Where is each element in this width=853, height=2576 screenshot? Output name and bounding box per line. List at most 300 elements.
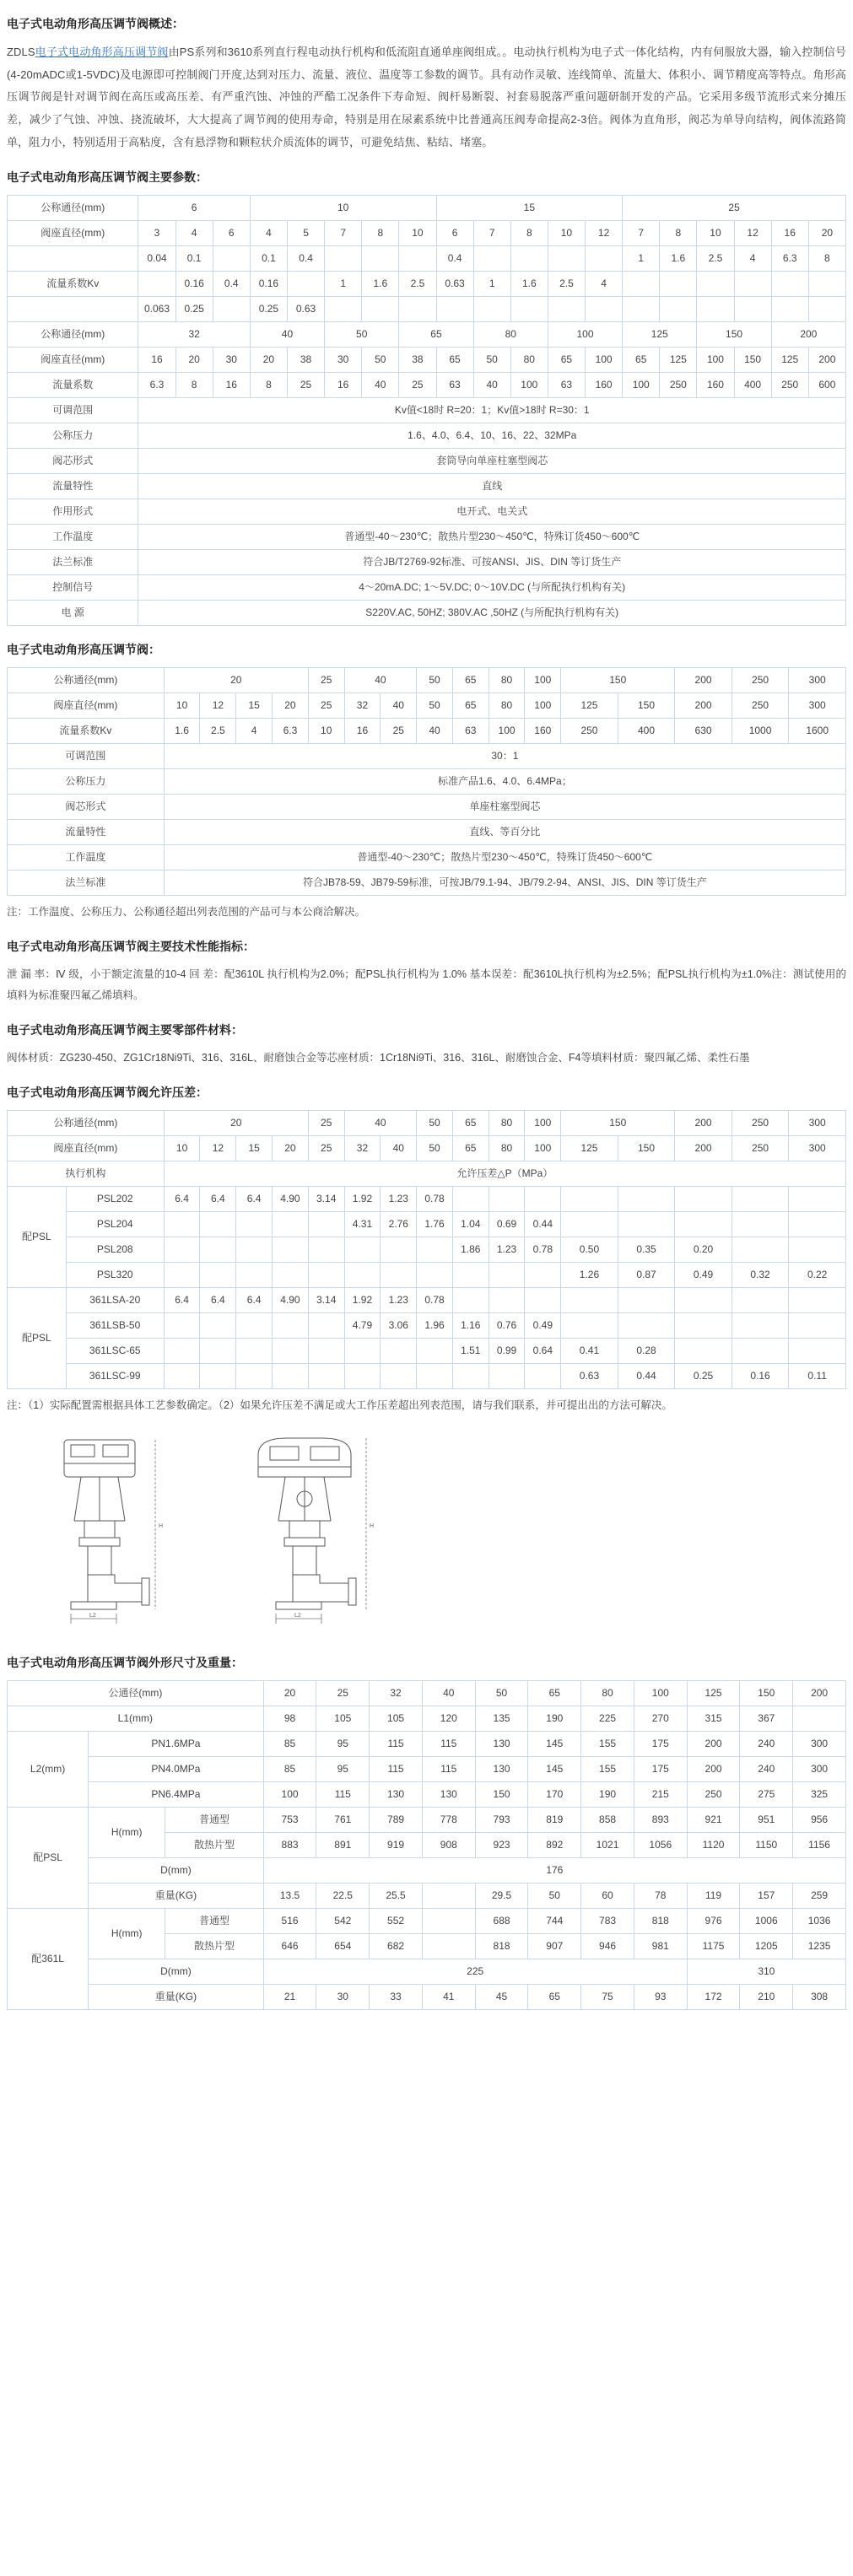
cell: 600	[808, 373, 845, 398]
cell: 15	[236, 693, 273, 719]
cell: 1.26	[561, 1262, 618, 1287]
table-row-seat	[8, 1135, 846, 1161]
cell: 646	[263, 1933, 316, 1959]
cell	[452, 1363, 489, 1388]
cell	[362, 246, 399, 272]
cell	[399, 246, 436, 272]
cell: 1006	[740, 1908, 793, 1933]
cell: 20	[175, 348, 213, 373]
dn-group-cell: 40	[344, 1110, 417, 1135]
cell: 25	[399, 373, 436, 398]
main-params-table	[7, 195, 846, 626]
cell: 30	[213, 348, 250, 373]
cell	[623, 297, 660, 322]
cell: 190	[581, 1781, 634, 1807]
cell: 50	[417, 693, 453, 719]
cell: 893	[634, 1807, 687, 1832]
cell: 100	[263, 1781, 316, 1807]
cell: 119	[687, 1883, 740, 1908]
cell: 190	[528, 1706, 581, 1731]
adjust-params-table	[7, 667, 846, 896]
table-row-psl202	[8, 1186, 846, 1211]
cell: 300	[793, 1756, 846, 1781]
cell: 4	[236, 719, 273, 744]
cell: 1.16	[452, 1312, 489, 1338]
cell: 951	[740, 1807, 793, 1832]
cell: 10	[697, 221, 734, 246]
cell: 1036	[793, 1908, 846, 1933]
cell	[510, 297, 548, 322]
cell: 13.5	[263, 1883, 316, 1908]
cell	[417, 1237, 453, 1262]
cell: 6.4	[164, 1287, 200, 1312]
cell: 10	[164, 693, 200, 719]
cell: 0.87	[618, 1262, 675, 1287]
dn-group-cell: 10	[250, 196, 436, 221]
cell: 976	[687, 1908, 740, 1933]
row-label-h: H(mm)	[89, 1807, 165, 1857]
row-label-pn64: PN6.4MPa	[89, 1781, 264, 1807]
cell: 120	[422, 1706, 475, 1731]
table-row-361lsc65	[8, 1338, 846, 1363]
psl-d-value: 176	[263, 1857, 845, 1883]
cell: 0.4	[287, 246, 324, 272]
cell	[164, 1312, 200, 1338]
row-label-seat: 阀座直径(mm)	[8, 693, 165, 719]
cell: 145	[528, 1731, 581, 1756]
cell: 270	[634, 1706, 687, 1731]
actuator-name: 361LSB-50	[66, 1312, 164, 1338]
group-label-psl: 配PSL	[8, 1807, 89, 1908]
cell: 907	[528, 1933, 581, 1959]
dn-group-cell: 300	[789, 668, 846, 693]
row-label-char: 流量特性	[8, 474, 138, 499]
actuator-name: PSL202	[66, 1186, 164, 1211]
table-row-l2-pn64	[8, 1781, 846, 1807]
cell	[808, 272, 845, 297]
cell: 125	[561, 1135, 618, 1161]
cell: 0.78	[417, 1186, 453, 1211]
valve-diagram-psl-icon	[15, 1433, 184, 1627]
cell: 793	[475, 1807, 528, 1832]
dimensions-body	[8, 1680, 846, 2009]
cell	[771, 297, 808, 322]
cell: 275	[740, 1781, 793, 1807]
cell	[789, 1312, 846, 1338]
cell: 0.32	[732, 1262, 789, 1287]
cell: 1.92	[344, 1287, 381, 1312]
cell	[325, 297, 362, 322]
cell: 819	[528, 1807, 581, 1832]
group-label-361l: 配PSL	[8, 1287, 67, 1388]
cell: 0.78	[417, 1287, 453, 1312]
actuator-name: PSL320	[66, 1262, 164, 1287]
cell: 753	[263, 1807, 316, 1832]
cell	[675, 1211, 732, 1237]
cell: 1021	[581, 1832, 634, 1857]
cell: 308	[793, 1984, 846, 2009]
cell: 33	[370, 1984, 423, 2009]
cell: 63	[436, 373, 473, 398]
cell: 20	[808, 221, 845, 246]
cell: 0.50	[561, 1237, 618, 1262]
cell: 259	[793, 1883, 846, 1908]
cell	[732, 1338, 789, 1363]
cell: 8	[510, 221, 548, 246]
overview-body: 由PS系列和3610系列直行程电动执行机构和低流阻直通单座阀组成。。电动执行机构为电子式一体化结构，内有伺服放大器，输入控制信号(4-20mADC或1-5VDC)及电源即可控制阀门开度,达到对压力、流量、液位、温度等工参数的调节。具有动作灵敏、连线简单、流量大、体积小、调节精度高等特点。角形高压调节阀是针对调节阀在高压或高压差、有严重汽蚀、冲蚀的严酷工况条件下寿命短、阀杆易断裂、衬套易脱落严重问题研制开发的产品。它采用多级节流形式来分摊压差，减少了气蚀、冲蚀、挠流破坏，大大提高了调节阀的使用寿命，特别是用在尿素系统中比普通高压阀寿命提高2-3倍。阀体为直角形，阀芯为单导向结构，阀体流路简单，阻力小，特别适用于高粘度，含有悬浮物和颗粒状介质流体的调节，可避免结焦、粘结、堵塞。	[7, 46, 846, 148]
cell: 100	[623, 373, 660, 398]
row-label-dn: 公称通径(mm)	[8, 196, 138, 221]
cell: 16	[344, 719, 381, 744]
cell: 0.16	[732, 1363, 789, 1388]
cell: 155	[581, 1756, 634, 1781]
cell: 38	[287, 348, 324, 373]
cell: 682	[370, 1933, 423, 1959]
table-row-dn	[8, 1110, 846, 1135]
cell	[287, 272, 324, 297]
main-params-body	[8, 196, 846, 626]
cell: 175	[634, 1756, 687, 1781]
cell: 0.41	[561, 1338, 618, 1363]
table-row-seat-2	[8, 348, 846, 373]
dn-group-cell: 50	[417, 1110, 453, 1135]
cell: 65	[452, 1135, 489, 1161]
cell: 16	[138, 348, 175, 373]
cell: 240	[740, 1756, 793, 1781]
adjust-params-body	[8, 668, 846, 896]
cell	[308, 1312, 344, 1338]
cell	[734, 297, 771, 322]
cell	[436, 297, 473, 322]
cell: 200	[808, 348, 845, 373]
dn-group-cell: 25	[308, 1110, 344, 1135]
cell: 21	[263, 1984, 316, 2009]
cell	[344, 1237, 381, 1262]
cell: 1.6	[660, 246, 697, 272]
cell: 2.5	[548, 272, 585, 297]
valve-diagram-361l-icon	[218, 1433, 395, 1627]
row-label-seat-2: 阀座直径(mm)	[8, 348, 138, 373]
page-root	[7, 15, 846, 2010]
cell	[344, 1262, 381, 1287]
cell	[732, 1237, 789, 1262]
cell: 50	[475, 1680, 528, 1706]
cell: 40	[381, 693, 417, 719]
cell: 150	[618, 693, 675, 719]
row-label-pn40: PN4.0MPa	[89, 1756, 264, 1781]
cell: 818	[475, 1933, 528, 1959]
cell: 1	[623, 246, 660, 272]
dn-group-cell: 65	[452, 668, 489, 693]
table-row-l2-pn16	[8, 1731, 846, 1756]
dn-group-cell: 65	[452, 1110, 489, 1135]
cell	[732, 1211, 789, 1237]
cell: 20	[250, 348, 287, 373]
row-label-plug: 阀芯形式	[8, 795, 165, 820]
performance-text: 泄 漏 率：Ⅳ 级，小于额定流量的10-4 回 差：配3610L 执行机构为2.0%；配PSL执行机构为 1.0% 基本误差：配3610L执行机构为±2.5%；配PSL执行机构为±1.0%注：测试使用的填料为标准聚四氟乙烯填料。	[7, 967, 846, 1001]
table-row-flange	[8, 550, 846, 575]
cell: 0.1	[175, 246, 213, 272]
cell	[200, 1338, 236, 1363]
cell: 40	[417, 719, 453, 744]
cell: 100	[525, 1135, 561, 1161]
cell	[675, 1287, 732, 1312]
cell	[273, 1338, 309, 1363]
table-row-kv-3	[8, 297, 846, 322]
cell	[273, 1237, 309, 1262]
cell: 130	[475, 1731, 528, 1756]
cell	[793, 1706, 846, 1731]
cell: 63	[548, 373, 585, 398]
cell	[789, 1338, 846, 1363]
cell: 0.78	[525, 1237, 561, 1262]
cell: 20	[263, 1680, 316, 1706]
product-inline-link[interactable]: 电子式电动角形高压调节阀	[35, 46, 169, 58]
performance-heading: 电子式电动角形高压调节阀主要技术性能指标：	[7, 939, 255, 953]
pn-value: 1.6、4.0、6.4、10、16、22、32MPa	[138, 423, 846, 449]
cell: 1	[325, 272, 362, 297]
cell: 200	[687, 1756, 740, 1781]
table-row-l2-pn40	[8, 1756, 846, 1781]
row-label-fin: 散热片型	[165, 1933, 263, 1959]
cell: 891	[316, 1832, 370, 1857]
cell: 25.5	[370, 1883, 423, 1908]
table-row-temp	[8, 525, 846, 550]
cell: 2.76	[381, 1211, 417, 1237]
table-row-dn-1	[8, 196, 846, 221]
cell: 1.6	[164, 719, 200, 744]
cell: 172	[687, 1984, 740, 2009]
char-value: 直线	[138, 474, 846, 499]
cell: 0.63	[287, 297, 324, 322]
dn-group-cell: 80	[489, 668, 525, 693]
table-row-psl204	[8, 1211, 846, 1237]
cell: 155	[581, 1731, 634, 1756]
cell: 2.5	[399, 272, 436, 297]
cell	[381, 1237, 417, 1262]
actuator-name: PSL208	[66, 1237, 164, 1262]
cell	[618, 1312, 675, 1338]
cell: 130	[370, 1781, 423, 1807]
cell: 0.4	[213, 272, 250, 297]
dn-group-cell: 100	[548, 322, 622, 348]
cell	[675, 1186, 732, 1211]
cell	[473, 297, 510, 322]
cell: 32	[370, 1680, 423, 1706]
row-label-weight: 重量(KG)	[89, 1883, 264, 1908]
plug-value: 套筒导向单座柱塞型阀芯	[138, 449, 846, 474]
table-row-kv-2	[8, 272, 846, 297]
group-label-361l: 配361L	[8, 1908, 89, 2009]
cell: 215	[634, 1781, 687, 1807]
table-row-dn	[8, 668, 846, 693]
cell	[789, 1287, 846, 1312]
cell: 40	[422, 1680, 475, 1706]
cell: 95	[316, 1731, 370, 1756]
table-row-dn	[8, 1680, 846, 1706]
cell: 6.3	[138, 373, 175, 398]
cell	[422, 1933, 475, 1959]
cell: 0.22	[789, 1262, 846, 1287]
cell: 1235	[793, 1933, 846, 1959]
l361-d-right: 310	[687, 1959, 845, 1984]
cell: 20	[273, 693, 309, 719]
table-row-361lsc99	[8, 1363, 846, 1388]
table-row-power	[8, 601, 846, 626]
cell: 8	[175, 373, 213, 398]
temp-value: 普通型-40～230℃；散热片型230～450℃，特殊订货450～600℃	[164, 845, 845, 870]
row-label-kv: 流量系数Kv	[8, 719, 165, 744]
cell	[618, 1287, 675, 1312]
cell: 1156	[793, 1832, 846, 1857]
actuator-name: 361LSC-99	[66, 1363, 164, 1388]
flange-value: 符合JB/T2769-92标准、可按ANSI、JIS、DIN 等订货生产	[138, 550, 846, 575]
dn-group-cell: 100	[525, 1110, 561, 1135]
row-label-l2: L2(mm)	[8, 1731, 89, 1807]
cell	[489, 1186, 525, 1211]
cell	[734, 272, 771, 297]
cell: 10	[399, 221, 436, 246]
cell: 6.4	[200, 1186, 236, 1211]
dn-group-cell: 20	[164, 668, 308, 693]
cell: 130	[475, 1756, 528, 1781]
dn-group-cell: 125	[623, 322, 697, 348]
cell	[308, 1363, 344, 1388]
cell: 1.51	[452, 1338, 489, 1363]
cell: 65	[623, 348, 660, 373]
adjust-params-note: 注：工作温度、公称压力、公称通径超出列表范围的产品可与本公商洽解决。	[7, 906, 366, 919]
cell	[308, 1262, 344, 1287]
cell: 0.063	[138, 297, 175, 322]
cell: 85	[263, 1731, 316, 1756]
dn-group-cell: 32	[138, 322, 250, 348]
cell	[660, 272, 697, 297]
cell: 10	[164, 1135, 200, 1161]
cell: 100	[586, 348, 623, 373]
cell	[417, 1338, 453, 1363]
cell: 300	[793, 1731, 846, 1756]
cell: 0.04	[138, 246, 175, 272]
cell: 40	[473, 373, 510, 398]
row-label-pn: 公称压力	[8, 423, 138, 449]
range-value: Kv值<18时 R=20：1；Kv值>18时 R=30：1	[138, 398, 846, 423]
row-label-char: 流量特性	[8, 820, 165, 845]
materials-heading: 电子式电动角形高压调节阀主要零部件材料：	[7, 1022, 243, 1037]
cell: 516	[263, 1908, 316, 1933]
cell	[273, 1262, 309, 1287]
cell: 85	[263, 1756, 316, 1781]
cell: 3.06	[381, 1312, 417, 1338]
cell	[548, 246, 585, 272]
cell: 0.49	[675, 1262, 732, 1287]
dn-group-cell: 80	[473, 322, 548, 348]
overview-link-prefix: ZDLS	[7, 46, 35, 58]
overview-heading: 电子式电动角形高压调节阀概述：	[7, 17, 184, 30]
table-row-range	[8, 398, 846, 423]
cell: 32	[344, 693, 381, 719]
cell: 919	[370, 1832, 423, 1857]
action-value: 电开式、电关式	[138, 499, 846, 525]
cell: 4.79	[344, 1312, 381, 1338]
cell: 30	[316, 1984, 370, 2009]
row-label-ordinary: 普通型	[165, 1908, 263, 1933]
dimension-label-h: H	[370, 1522, 375, 1529]
cell: 6.3	[273, 719, 309, 744]
row-label-dn: 公通径(mm)	[8, 1680, 264, 1706]
cell: 630	[675, 719, 732, 744]
dn-group-cell: 100	[525, 668, 561, 693]
cell: 12	[200, 693, 236, 719]
cell: 10	[548, 221, 585, 246]
l361-d-left: 225	[263, 1959, 687, 1984]
cell: 0.99	[489, 1338, 525, 1363]
row-label-range: 可调范围	[8, 744, 165, 769]
cell: 160	[525, 719, 561, 744]
cell: 125	[771, 348, 808, 373]
cell	[489, 1287, 525, 1312]
row-label-range: 可调范围	[8, 398, 138, 423]
dn-group-cell: 40	[344, 668, 417, 693]
row-label-actuator: 执行机构	[8, 1161, 165, 1186]
cell: 946	[581, 1933, 634, 1959]
dn-group-cell: 15	[436, 196, 623, 221]
cell: 250	[660, 373, 697, 398]
adjust-params-heading: 电子式电动角形高压调节阀：	[7, 643, 160, 657]
cell: 1175	[687, 1933, 740, 1959]
cell: 6.4	[164, 1186, 200, 1211]
cell: 150	[475, 1781, 528, 1807]
cell	[417, 1262, 453, 1287]
cell	[200, 1237, 236, 1262]
cell: 981	[634, 1933, 687, 1959]
group-label-psl: 配PSL	[8, 1186, 67, 1287]
cell: 250	[732, 693, 789, 719]
cell: 300	[789, 693, 846, 719]
cell	[525, 1186, 561, 1211]
cell	[417, 1363, 453, 1388]
cell	[164, 1363, 200, 1388]
cell	[308, 1211, 344, 1237]
cell: 4	[175, 221, 213, 246]
cell: 95	[316, 1756, 370, 1781]
row-label-plug: 阀芯形式	[8, 449, 138, 474]
cell: 100	[510, 373, 548, 398]
cell	[236, 1338, 273, 1363]
cell: 4.31	[344, 1211, 381, 1237]
cell: 0.16	[250, 272, 287, 297]
cell: 125	[660, 348, 697, 373]
cell: 12	[586, 221, 623, 246]
row-label-pn: 公称压力	[8, 769, 165, 795]
cell: 892	[528, 1832, 581, 1857]
row-label-action: 作用形式	[8, 499, 138, 525]
table-row-flange	[8, 870, 846, 896]
cell: 80	[489, 1135, 525, 1161]
table-row-plug	[8, 795, 846, 820]
cell: 60	[581, 1883, 634, 1908]
cell	[618, 1186, 675, 1211]
cell	[623, 272, 660, 297]
cell: 25	[381, 719, 417, 744]
cell: 65	[548, 348, 585, 373]
cell: 6.4	[200, 1287, 236, 1312]
table-row-361lsa20	[8, 1287, 846, 1312]
cell: 115	[422, 1731, 475, 1756]
cell	[200, 1211, 236, 1237]
valve-drawing-361l	[218, 1433, 386, 1627]
table-row-seat	[8, 693, 846, 719]
row-label-dn: 公称通径(mm)	[8, 1110, 165, 1135]
